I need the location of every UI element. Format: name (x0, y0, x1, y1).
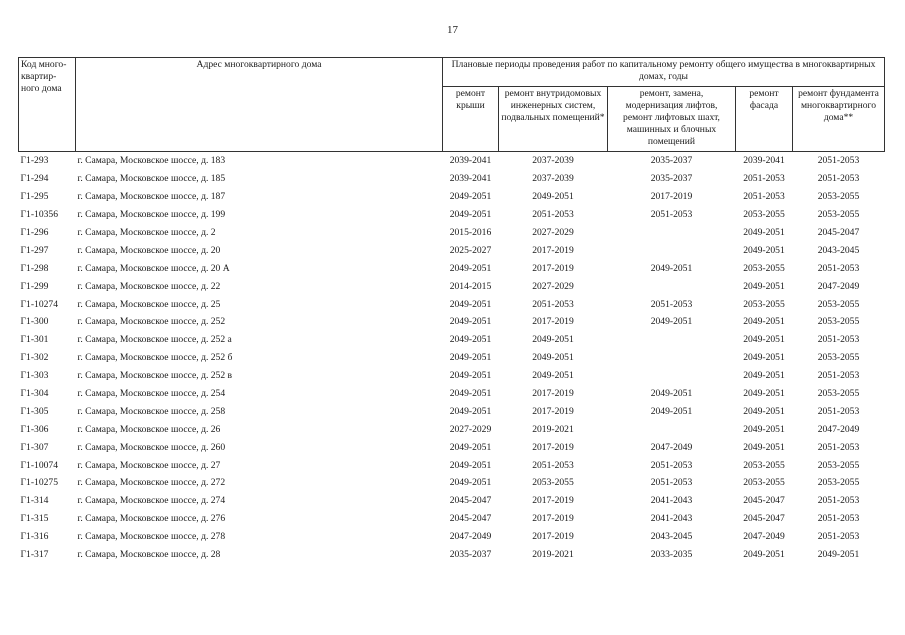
cell-code: Г1-295 (20, 191, 49, 203)
cell-foundation: 2045-2047 (817, 227, 860, 238)
table-body (19, 152, 885, 564)
cell-facade: 2049-2051 (743, 244, 785, 256)
cell-facade: 2049-2051 (743, 441, 785, 453)
cell-lifts (608, 241, 736, 259)
cell-foundation: 2043-2045 (817, 244, 860, 256)
cell-foundation: 2051-2053 (817, 495, 860, 507)
cell-address: г. Самара, Московское шоссе, д. 20 (77, 244, 221, 256)
cell-systems: 2049-2051 (532, 334, 574, 346)
cell-roof: 2049-2051 (449, 191, 492, 203)
header-periods: Плановые периоды проведения работ по капитальному ремонту общего имущества в многоквартирных домах, годы (443, 58, 885, 87)
table-row (19, 259, 885, 277)
cell-code: Г1-293 (20, 155, 49, 167)
cell-systems: 2053-2055 (532, 477, 574, 489)
cell-facade: 2049-2051 (743, 370, 785, 382)
cell-facade: 2049-2051 (743, 334, 785, 346)
cell-foundation: 2051-2053 (817, 155, 860, 167)
cell-lifts: 2041-2043 (650, 513, 693, 525)
cell-lifts: 2049-2051 (650, 405, 693, 417)
cell-address: г. Самара, Московское шоссе, д. 252 а (77, 334, 232, 346)
cell-facade: 2049-2051 (743, 405, 785, 417)
cell-foundation: 2047-2049 (817, 280, 860, 292)
table-row (19, 295, 885, 313)
table-row (19, 528, 885, 546)
header-roof: ремонт крыши (443, 87, 499, 152)
cell-code: Г1-314 (20, 495, 49, 507)
table-row (19, 313, 885, 331)
table-row (19, 492, 885, 510)
cell-lifts: 2035-2037 (650, 173, 693, 185)
cell-roof: 2049-2051 (449, 209, 492, 221)
cell-facade: 2049-2051 (743, 227, 785, 238)
cell-lifts (608, 224, 736, 242)
cell-lifts: 2049-2051 (650, 316, 693, 328)
cell-systems: 2017-2019 (532, 388, 574, 400)
header-foundation: ремонт фундамента многоквартирного дома** (793, 87, 885, 152)
cell-address: г. Самара, Московское шоссе, д. 183 (77, 155, 226, 167)
cell-address: г. Самара, Московское шоссе, д. 274 (77, 495, 226, 507)
cell-facade: 2047-2049 (743, 531, 785, 543)
cell-systems: 2027-2029 (532, 227, 574, 238)
cell-address: г. Самара, Московское шоссе, д. 27 (77, 459, 221, 471)
cell-roof: 2027-2029 (449, 423, 492, 435)
cell-code: Г1-317 (20, 549, 49, 561)
table-row (19, 349, 885, 367)
cell-lifts: 2033-2035 (650, 549, 693, 561)
cell-roof: 2049-2051 (449, 405, 492, 417)
header-code: Код много-квартир-ного дома (19, 58, 76, 152)
cell-roof: 2045-2047 (449, 495, 492, 507)
cell-lifts: 2043-2045 (650, 531, 693, 543)
cell-systems: 2027-2029 (532, 280, 574, 292)
cell-lifts: 2041-2043 (650, 495, 693, 507)
cell-roof: 2014-2015 (449, 280, 492, 292)
cell-address: г. Самара, Московское шоссе, д. 252 б (77, 352, 233, 364)
table-row (19, 152, 885, 170)
cell-code: Г1-296 (20, 227, 49, 238)
cell-code: Г1-298 (20, 262, 49, 274)
table-row (19, 277, 885, 295)
cell-lifts (608, 367, 736, 385)
cell-systems: 2017-2019 (532, 441, 574, 453)
cell-code: Г1-10356 (20, 209, 59, 221)
cell-lifts (608, 277, 736, 295)
cell-roof: 2047-2049 (449, 531, 492, 543)
cell-systems: 2017-2019 (532, 244, 574, 256)
cell-facade: 2049-2051 (743, 423, 785, 435)
cell-systems: 2051-2053 (532, 459, 574, 471)
table-row (19, 331, 885, 349)
header-lifts: ремонт, замена, модернизация лифтов, ремонт лифтовых шахт, машинных и блочных помещений (608, 87, 736, 152)
cell-code: Г1-10275 (20, 477, 59, 489)
cell-systems: 2037-2039 (532, 155, 574, 167)
cell-lifts: 2051-2053 (650, 459, 693, 471)
cell-roof: 2049-2051 (449, 316, 492, 328)
cell-systems: 2017-2019 (532, 495, 574, 507)
cell-lifts: 2051-2053 (650, 298, 693, 310)
table-row (19, 546, 885, 564)
cell-facade: 2053-2055 (743, 209, 785, 221)
cell-foundation: 2053-2055 (817, 209, 860, 221)
cell-systems: 2017-2019 (532, 531, 574, 543)
cell-code: Г1-297 (20, 244, 49, 256)
cell-address: г. Самара, Московское шоссе, д. 272 (77, 477, 226, 489)
cell-foundation: 2051-2053 (817, 173, 860, 185)
cell-facade: 2051-2053 (743, 191, 785, 203)
cell-lifts (608, 349, 736, 367)
cell-lifts: 2035-2037 (650, 155, 693, 167)
cell-roof: 2049-2051 (449, 262, 492, 274)
cell-foundation: 2053-2055 (817, 459, 860, 471)
cell-systems: 2049-2051 (532, 191, 574, 203)
cell-systems: 2019-2021 (532, 549, 574, 561)
cell-systems: 2017-2019 (532, 316, 574, 328)
cell-address: г. Самара, Московское шоссе, д. 25 (77, 298, 221, 310)
table-row (19, 224, 885, 242)
cell-roof: 2049-2051 (449, 352, 492, 364)
cell-foundation: 2051-2053 (817, 441, 860, 453)
cell-code: Г1-305 (20, 405, 49, 417)
cell-systems: 2049-2051 (532, 370, 574, 382)
cell-code: Г1-299 (20, 280, 49, 292)
table-row (19, 241, 885, 259)
table-header (19, 58, 885, 152)
cell-address: г. Самара, Московское шоссе, д. 278 (77, 531, 226, 543)
cell-roof: 2049-2051 (449, 459, 492, 471)
header-systems: ремонт внутридомовых инженерных систем, подвальных помещений* (499, 87, 608, 152)
cell-foundation: 2047-2049 (817, 423, 860, 435)
cell-foundation: 2049-2051 (817, 549, 860, 561)
cell-facade: 2049-2051 (743, 388, 785, 400)
cell-lifts (608, 420, 736, 438)
cell-address: г. Самара, Московское шоссе, д. 2 (77, 227, 216, 238)
cell-lifts: 2049-2051 (650, 388, 693, 400)
cell-lifts: 2051-2053 (650, 477, 693, 489)
table-row (19, 206, 885, 224)
table-row (19, 420, 885, 438)
cell-address: г. Самара, Московское шоссе, д. 20 А (77, 262, 230, 274)
cell-foundation: 2053-2055 (817, 191, 860, 203)
cell-roof: 2049-2051 (449, 441, 492, 453)
cell-code: Г1-307 (20, 441, 49, 453)
cell-address: г. Самара, Московское шоссе, д. 258 (77, 405, 226, 417)
cell-address: г. Самара, Московское шоссе, д. 26 (77, 423, 221, 435)
cell-facade: 2053-2055 (743, 459, 785, 471)
capital-repair-table (18, 57, 885, 563)
cell-foundation: 2053-2055 (817, 316, 860, 328)
cell-systems: 2037-2039 (532, 173, 574, 185)
cell-facade: 2049-2051 (743, 352, 785, 364)
cell-code: Г1-316 (20, 531, 49, 543)
cell-foundation: 2051-2053 (817, 370, 860, 382)
cell-roof: 2049-2051 (449, 298, 492, 310)
cell-address: г. Самара, Московское шоссе, д. 276 (77, 513, 226, 525)
cell-roof: 2049-2051 (449, 477, 492, 489)
cell-systems: 2049-2051 (532, 352, 574, 364)
table-row (19, 474, 885, 492)
cell-address: г. Самара, Московское шоссе, д. 260 (77, 441, 226, 453)
cell-address: г. Самара, Московское шоссе, д. 22 (77, 280, 221, 292)
cell-address: г. Самара, Московское шоссе, д. 185 (77, 173, 226, 185)
cell-lifts: 2017-2019 (650, 191, 693, 203)
cell-systems: 2051-2053 (532, 298, 574, 310)
cell-systems: 2051-2053 (532, 209, 574, 221)
table-row (19, 510, 885, 528)
cell-facade: 2053-2055 (743, 477, 785, 489)
cell-roof: 2035-2037 (449, 549, 492, 561)
cell-address: г. Самара, Московское шоссе, д. 252 в (77, 370, 233, 382)
cell-code: Г1-294 (20, 173, 49, 185)
cell-code: Г1-301 (20, 334, 49, 346)
cell-roof: 2039-2041 (449, 173, 492, 185)
cell-address: г. Самара, Московское шоссе, д. 252 (77, 316, 226, 328)
cell-address: г. Самара, Московское шоссе, д. 187 (77, 191, 226, 203)
cell-roof: 2039-2041 (449, 155, 492, 167)
cell-lifts: 2049-2051 (650, 262, 693, 274)
table-row (19, 170, 885, 188)
cell-code: Г1-300 (20, 316, 49, 328)
table-row (19, 385, 885, 403)
cell-foundation: 2053-2055 (817, 352, 860, 364)
cell-address: г. Самара, Московское шоссе, д. 254 (77, 388, 226, 400)
table-row (19, 438, 885, 456)
cell-roof: 2025-2027 (449, 244, 492, 256)
cell-lifts: 2047-2049 (650, 441, 693, 453)
cell-roof: 2049-2051 (449, 388, 492, 400)
cell-code: Г1-10074 (20, 459, 59, 471)
page-number: 17 (447, 24, 458, 36)
cell-systems: 2017-2019 (532, 262, 574, 274)
cell-foundation: 2051-2053 (817, 513, 860, 525)
cell-facade: 2045-2047 (743, 495, 785, 507)
cell-code: Г1-304 (20, 388, 49, 400)
cell-roof: 2049-2051 (449, 334, 492, 346)
cell-code: Г1-303 (20, 370, 49, 382)
cell-roof: 2049-2051 (449, 370, 492, 382)
cell-foundation: 2053-2055 (817, 477, 860, 489)
header-address: Адрес многоквартирного дома (76, 58, 443, 152)
cell-lifts: 2051-2053 (650, 209, 693, 221)
header-facade: ремонт фасада (736, 87, 793, 152)
table-row (19, 402, 885, 420)
cell-lifts (608, 331, 736, 349)
cell-address: г. Самара, Московское шоссе, д. 199 (77, 209, 226, 221)
cell-code: Г1-315 (20, 513, 49, 525)
cell-systems: 2017-2019 (532, 513, 574, 525)
cell-code: Г1-306 (20, 423, 49, 435)
cell-facade: 2051-2053 (743, 173, 785, 185)
cell-facade: 2049-2051 (743, 280, 785, 292)
table-row (19, 456, 885, 474)
cell-roof: 2015-2016 (449, 227, 492, 238)
cell-facade: 2045-2047 (743, 513, 785, 525)
cell-foundation: 2051-2053 (817, 405, 860, 417)
cell-foundation: 2053-2055 (817, 388, 860, 400)
cell-facade: 2049-2051 (743, 549, 785, 561)
cell-foundation: 2051-2053 (817, 531, 860, 543)
cell-foundation: 2051-2053 (817, 262, 860, 274)
cell-code: Г1-10274 (20, 298, 59, 310)
cell-address: г. Самара, Московское шоссе, д. 28 (77, 549, 221, 561)
table-row (19, 367, 885, 385)
table-row (19, 188, 885, 206)
cell-code: Г1-302 (20, 352, 49, 364)
cell-facade: 2039-2041 (743, 155, 785, 167)
cell-facade: 2053-2055 (743, 262, 785, 274)
cell-foundation: 2053-2055 (817, 298, 860, 310)
cell-roof: 2045-2047 (449, 513, 492, 525)
cell-facade: 2049-2051 (743, 316, 785, 328)
cell-foundation: 2051-2053 (817, 334, 860, 346)
cell-systems: 2019-2021 (532, 423, 574, 435)
cell-facade: 2053-2055 (743, 298, 785, 310)
cell-systems: 2017-2019 (532, 405, 574, 417)
